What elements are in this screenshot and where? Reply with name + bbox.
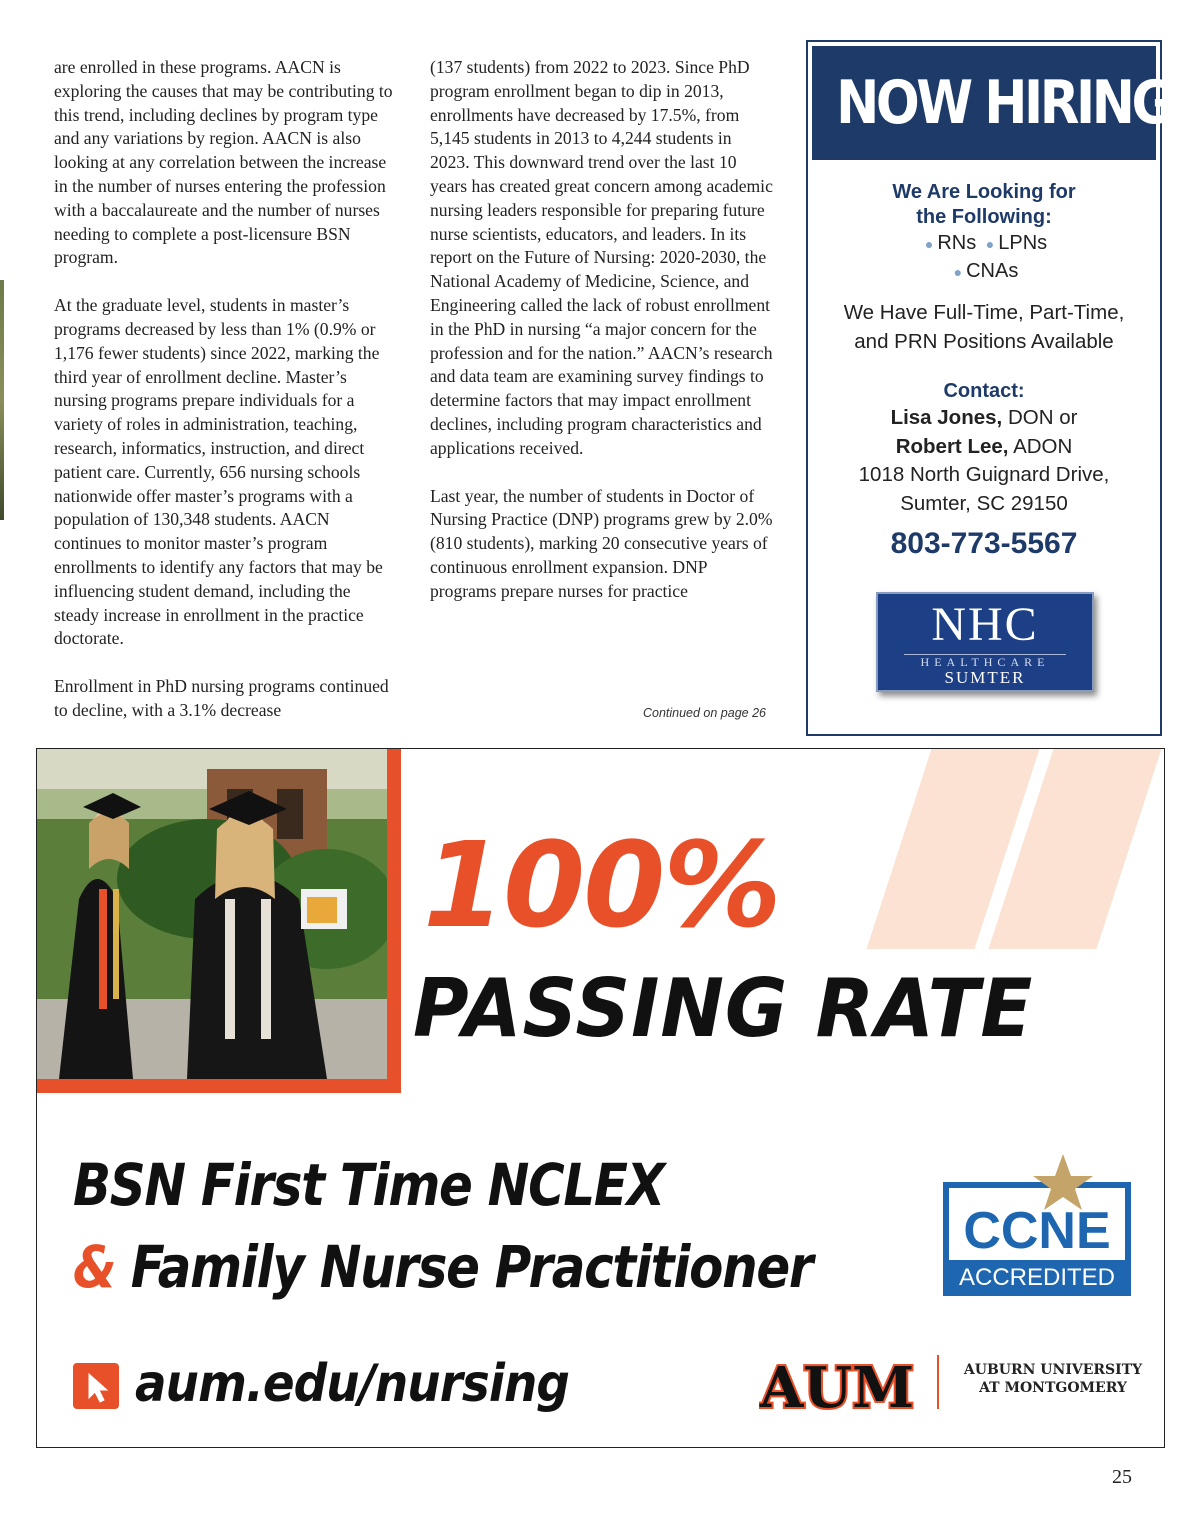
cursor-icon — [73, 1363, 119, 1409]
accredited-text: ACCREDITED — [958, 1264, 1116, 1291]
logo-nhc-text: NHC — [931, 598, 1039, 651]
aum-name-line-1: AUBURN UNIVERSITY — [963, 1362, 1143, 1378]
program-line-2 — [73, 1229, 812, 1305]
nhc-healthcare-logo — [876, 592, 1094, 692]
position-rns: RNs — [937, 232, 977, 254]
availability-line-2: and PRN Positions Available — [854, 330, 1114, 353]
page-edge-photo-strip — [0, 280, 4, 520]
address-line-2: Sumter, SC 29150 — [900, 491, 1068, 515]
contact-heading: Contact: — [943, 380, 1025, 402]
now-hiring-ad — [806, 40, 1171, 736]
looking-line-2: the Following: — [916, 206, 1052, 228]
bullet-icon: ● — [985, 235, 995, 252]
ccne-accredited-badge — [943, 1154, 1131, 1296]
article-paragraph: At the graduate level, students in master’s programs decreased by less than 1% (0.9% or 1,176 fewer students) since 2022, marking the third year of enrollment decline. Master’s nursing programs prepare individuals for a variety of roles in administration, teaching, research, informatics, instruction, and direct patient care. Currently, 656 nursing schools nationwide offer master’s programs with a population of 130,348 students. AACN continues to monitor master’s program enrollments to identify any factors that may be influencing student demand, including the steady increase in enrollment in the practice doctorate. — [54, 295, 383, 649]
nursing-url-link[interactable]: aum.edu/nursing — [135, 1354, 570, 1414]
availability-line-1: We Have Full-Time, Part-Time, — [843, 301, 1125, 324]
aum-full-name — [941, 1361, 1165, 1397]
continued-note: Continued on page 26 — [642, 706, 766, 720]
looking-line-1: We Are Looking for — [892, 181, 1076, 203]
bullet-icon: ● — [924, 235, 934, 252]
phone-number: 803-773-5567 — [890, 527, 1078, 560]
position-lpns: LPNs — [998, 232, 1048, 254]
aum-name-line-2: AT MONTGOMERY — [979, 1380, 1127, 1396]
aum-logo — [759, 1353, 919, 1421]
hiring-headline: NOW HIRING — [836, 68, 1171, 138]
graduates-photo-image — [37, 749, 387, 1079]
contact-name-1: Lisa Jones, — [890, 406, 1003, 429]
ccne-text: CCNE — [963, 1202, 1111, 1260]
aum-nursing-ad — [36, 748, 1165, 1448]
ampersand: & — [73, 1233, 116, 1301]
address-line-1: 1018 North Guignard Drive, — [858, 463, 1110, 486]
article-paragraph: Enrollment in PhD nursing programs continued to decline, with a 3.1% decrease — [54, 676, 389, 720]
contact-role-1: DON or — [1007, 406, 1078, 429]
hiring-banner — [812, 46, 1171, 160]
program-line-1: BSN First Time NCLEX — [73, 1151, 664, 1219]
logo-sumter-text: SUMTER — [944, 668, 1026, 687]
contact-details — [808, 404, 1160, 518]
passing-rate-headline: PASSING RATE — [413, 962, 1034, 1055]
positions-row-2 — [808, 258, 1160, 285]
contact-role-2: ADON — [1013, 434, 1073, 458]
looking-for-heading — [808, 180, 1160, 230]
position-cnas: CNAs — [966, 260, 1019, 282]
program-line-2-text: Family Nurse Practitioner — [130, 1233, 813, 1301]
availability-text — [808, 298, 1160, 356]
article-paragraph: Last year, the number of students in Doctor of Nursing Practice (DNP) programs grew by 2.0% (810 students), marking 20 consecutive years of continuous enrollment expansion. DNP programs prepare nurses for practice — [430, 485, 773, 601]
contact-name-2: Robert Lee, — [895, 434, 1009, 458]
page-number: 25 — [1112, 1466, 1132, 1488]
bullet-icon: ● — [953, 263, 963, 280]
article-paragraph: are enrolled in these programs. AACN is exploring the causes that may be contributing to this trend, including declines by program type and any variations by region. AACN is also looking at any correlation between the increase in the number of nurses entering the profession with a baccalaureate and the number of nurses needing to complete a post-licensure BSN program. — [54, 57, 393, 268]
aum-letters: AUM — [759, 1355, 915, 1417]
logo-divider — [937, 1355, 939, 1409]
logo-healthcare-text: HEALTHCARE — [920, 655, 1050, 669]
article-paragraph: (137 students) from 2022 to 2023. Since PhD program enrollment began to dip in 2013, enrollments have decreased by 17.5%, from 5,145 students in 2013 to 4,244 students in 2023. This downward trend over the last 10 years has created great concern among academic nursing leaders responsible for preparing future nurse scientists, educators, and leaders. In its report on the Future of Nursing: 2020-2030, the National Academy of Medicine, Science, and Engineering called the lack of robust enrollment in the PhD in nursing “a major concern for the profession and for the nation.” AACN’s research and data team are examining survey findings to determine factors that may impact enrollment declines, including program characteristics and applications received. — [430, 57, 773, 458]
graduates-photo — [37, 749, 401, 1093]
article-column-2 — [430, 56, 775, 628]
percent-headline: 100% — [423, 816, 780, 954]
article-column-1 — [54, 56, 399, 747]
positions-row-1 — [808, 230, 1160, 257]
